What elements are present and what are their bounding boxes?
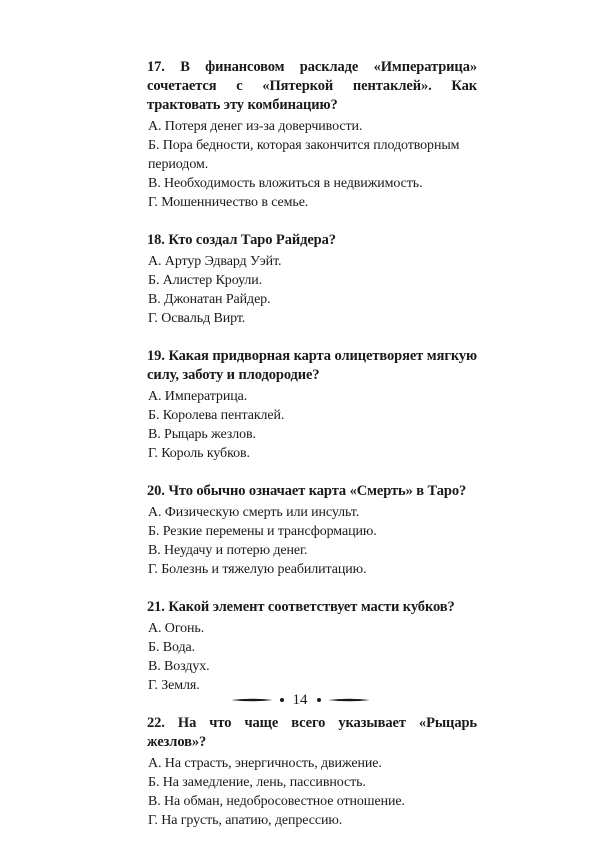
question-title: 19. Какая придворная карта олицетворяет мягкую силу, заботу и плодородие? xyxy=(147,348,477,383)
question-18 xyxy=(147,231,477,328)
answer-option: Г. Освальд Вирт. xyxy=(148,311,246,326)
answer-option: А. Физическую смерть или инсульт. xyxy=(148,505,360,520)
answer-option: Б. Пора бедности, которая закончится плодотворным периодом. xyxy=(148,138,460,172)
answer-option: Б. На замедление, лень, пассивность. xyxy=(148,775,366,790)
answer-option: А. Огонь. xyxy=(148,621,205,636)
answer-option: В. Неудачу и потерю денег. xyxy=(148,543,308,558)
question-title: 18. Кто создал Таро Райдера? xyxy=(147,232,336,248)
dot-icon xyxy=(280,698,284,702)
answer-option: В. Джонатан Райдер. xyxy=(148,292,271,307)
answer-option: Б. Вода. xyxy=(148,640,196,655)
quiz-page xyxy=(147,58,477,849)
answer-option: Г. Король кубков. xyxy=(148,446,250,461)
answer-option: Б. Алистер Кроули. xyxy=(148,273,263,288)
answer-option: В. Рыцарь жезлов. xyxy=(148,427,256,442)
answer-option: Г. Земля. xyxy=(148,678,200,693)
right-ornament-icon xyxy=(328,696,370,704)
answer-option: В. Необходимость вложиться в недвижимость. xyxy=(148,176,423,191)
left-ornament-icon xyxy=(231,696,273,704)
question-title: 21. Какой элемент соответствует масти кубков? xyxy=(147,599,455,615)
question-title: 17. В финансовом раскладе «Императрица» сочетается с «Пятеркой пентаклей». Как трактовать эту комбинацию? xyxy=(147,59,477,113)
question-title: 22. На что чаще всего указывает «Рыцарь жезлов»? xyxy=(147,715,477,750)
question-22 xyxy=(147,714,477,830)
answer-option: Б. Резкие перемены и трансформацию. xyxy=(148,524,377,539)
answer-option: В. Воздух. xyxy=(148,659,210,674)
question-17 xyxy=(147,58,477,212)
answer-option: Г. На грусть, апатию, депрессию. xyxy=(148,813,343,828)
question-21 xyxy=(147,598,477,695)
page-footer xyxy=(0,690,600,710)
answer-option: В. На обман, недобросовестное отношение. xyxy=(148,794,405,809)
answer-option: Г. Мошенничество в семье. xyxy=(148,195,309,210)
question-20 xyxy=(147,482,477,579)
question-19 xyxy=(147,347,477,463)
question-title: 20. Что обычно означает карта «Смерть» в Таро? xyxy=(147,483,467,499)
dot-icon xyxy=(317,698,321,702)
answer-option: Б. Королева пентаклей. xyxy=(148,408,285,423)
answer-option: А. Артур Эдвард Уэйт. xyxy=(148,254,282,269)
answer-option: А. Императрица. xyxy=(148,389,248,404)
answer-option: А. Потеря денег из-за доверчивости. xyxy=(148,119,363,134)
answer-option: А. На страсть, энергичность, движение. xyxy=(148,756,382,771)
answer-option: Г. Болезнь и тяжелую реабилитацию. xyxy=(148,562,367,577)
page-number: 14 xyxy=(292,692,308,708)
